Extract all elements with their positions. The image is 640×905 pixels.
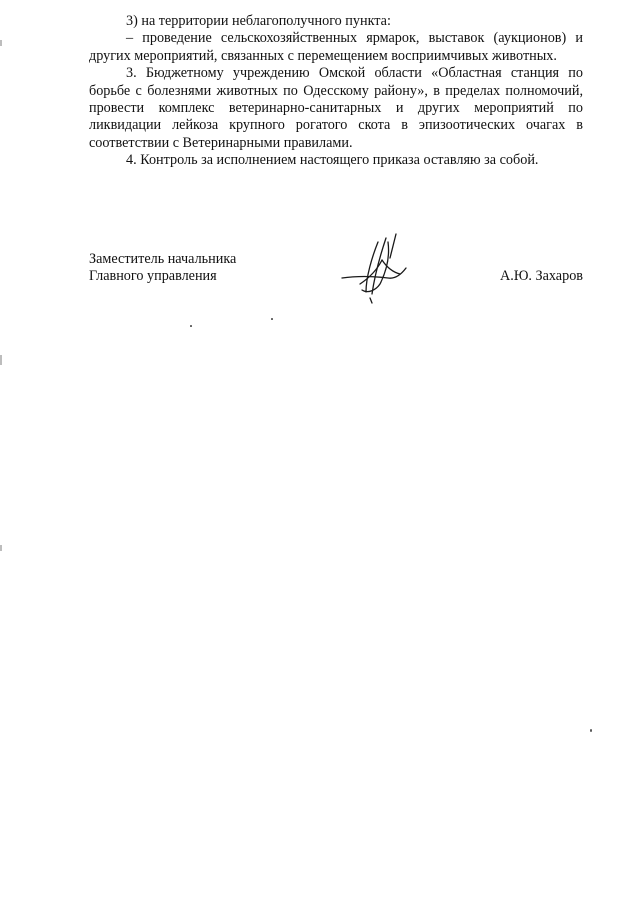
paragraph-point-3: 3. Бюджетному учреждению Омской области «Областная станция по борьбе с болезнями животных по Одесскому району», в пределах полномочий, провести комплекс ветеринарно-санитарных и других мероприятий по ликвидации лейкоза крупного рогатого скота в эпизоотических очагах в соответствии с Ветеринарными правилами. [89, 65, 583, 151]
paragraph-item-3-header: 3) на территории неблагополучного пункта: [126, 13, 391, 29]
scan-edge-mark [0, 545, 2, 551]
signatory-title-line2: Главного управления [89, 268, 217, 285]
document-body [89, 13, 583, 170]
scan-speck [590, 729, 592, 732]
handwritten-signature-icon [336, 232, 416, 304]
signatory-name: А.Ю. Захаров [500, 268, 583, 284]
scan-speck [271, 318, 273, 320]
scan-speck [190, 325, 192, 327]
signatory-title-line1: Заместитель начальника [89, 251, 237, 267]
signatory-title [89, 251, 236, 286]
paragraph-fairs-ban: – проведение сельскохозяйственных ярмарок, выставок (аукционов) и других мероприятий, связанных с перемещением восприимчивых животных. [89, 30, 583, 64]
scan-edge-mark [0, 355, 2, 365]
scan-edge-mark [0, 40, 2, 46]
paragraph-point-4: 4. Контроль за исполнением настоящего приказа оставляю за собой. [126, 152, 539, 169]
